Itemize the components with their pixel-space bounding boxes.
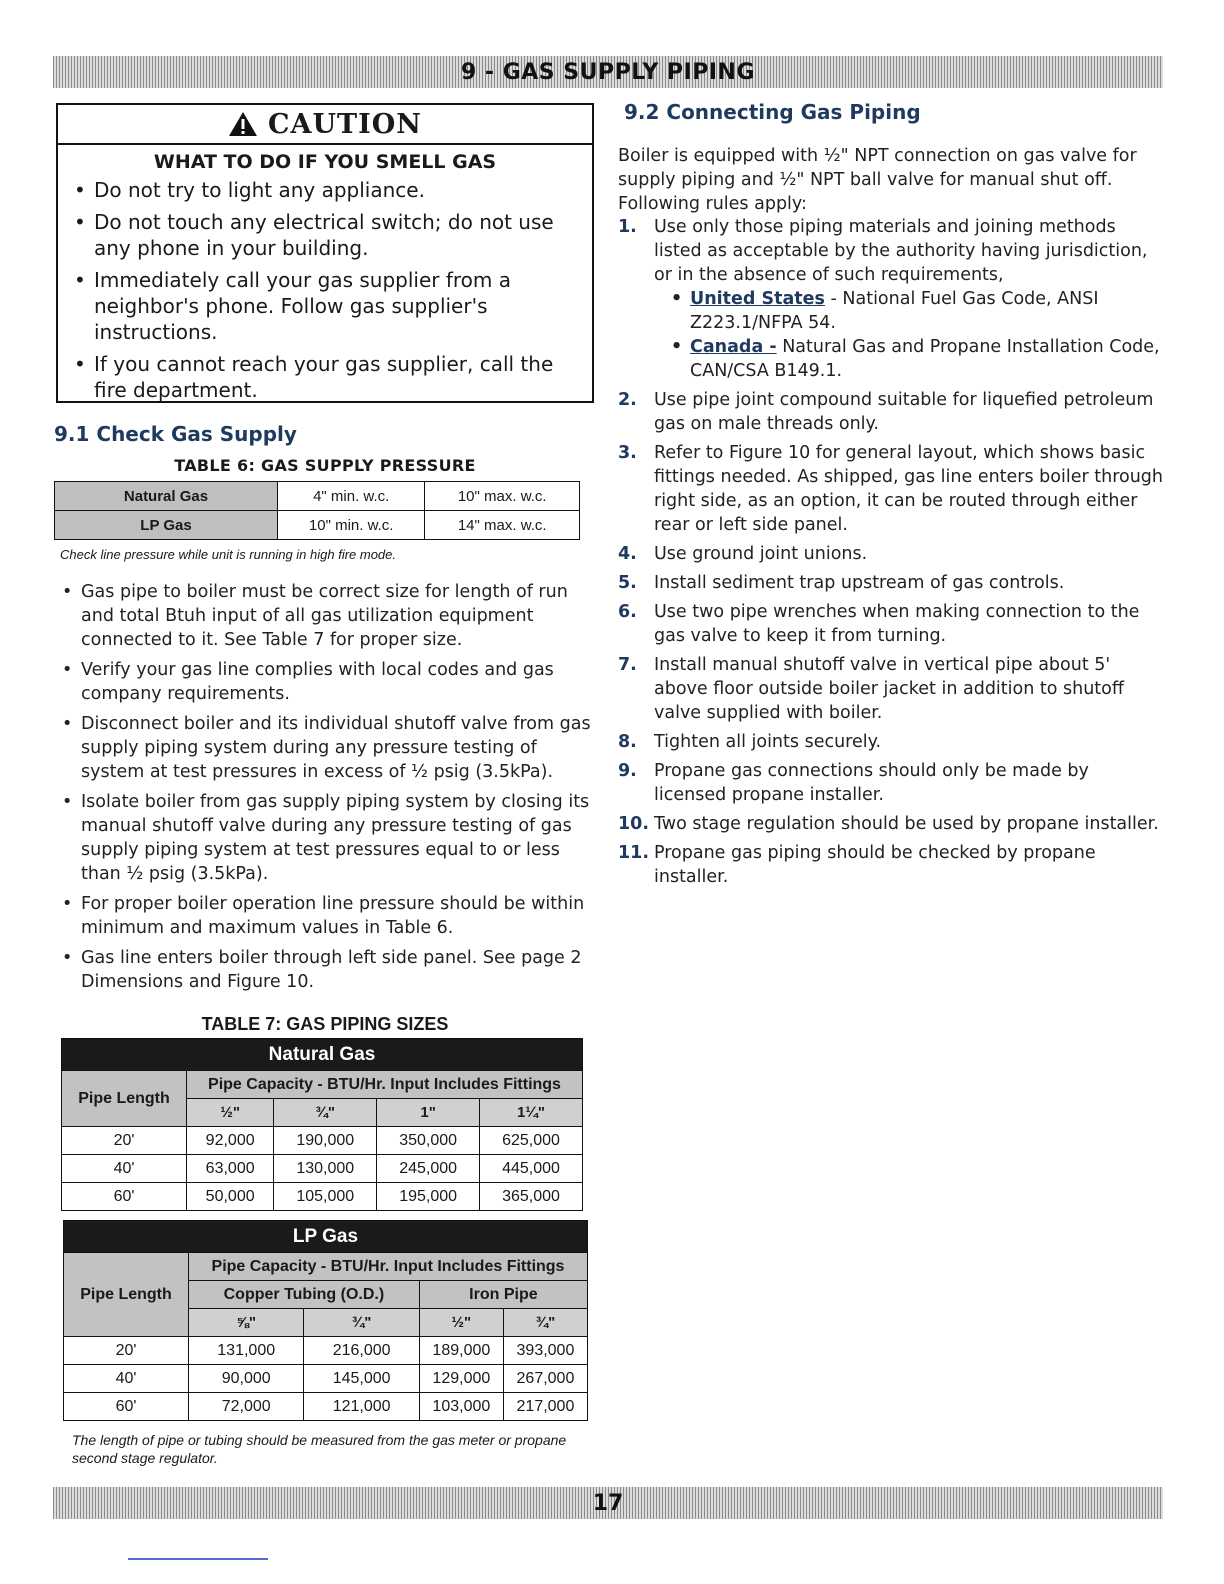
table-cell-min: 4" min. w.c. — [278, 482, 425, 511]
table-cell: 90,000 — [189, 1365, 304, 1393]
size-header: ⅝" — [189, 1309, 304, 1337]
step-text: Use two pipe wrenches when making connection to the gas valve to keep it from turning. — [654, 602, 1140, 646]
size-header: ¾" — [304, 1309, 419, 1337]
step-number: 1. — [618, 217, 637, 237]
step-text: Use ground joint unions. — [654, 544, 868, 564]
table-cell: 92,000 — [187, 1127, 274, 1155]
table-cell: 190,000 — [274, 1127, 377, 1155]
table-cell: 445,000 — [480, 1155, 583, 1183]
size-header: ¾" — [503, 1309, 587, 1337]
caution-subtitle: WHAT TO DO IF YOU SMELL GAS — [153, 151, 497, 173]
table-cell: 216,000 — [304, 1337, 419, 1365]
table-cell: 625,000 — [480, 1127, 583, 1155]
step-text: Use pipe joint compound suitable for liquefied petroleum gas on male threads only. — [654, 390, 1154, 434]
table-cell-max: 10" max. w.c. — [425, 482, 580, 511]
step-number: 3. — [618, 443, 637, 463]
sub-item — [654, 335, 1166, 383]
section-title: 9 - GAS SUPPLY PIPING — [460, 59, 756, 85]
table-cell: 267,000 — [503, 1365, 587, 1393]
gas-supply-pressure-table — [54, 481, 580, 540]
table-cell: 195,000 — [377, 1183, 480, 1211]
page-footer-band — [53, 1487, 1163, 1519]
warning-icon — [228, 111, 258, 137]
table-row — [64, 1393, 588, 1421]
sub-item-text: - National Fuel Gas Code, ANSI Z223.1/NFPA 54. — [690, 289, 1099, 333]
list-item — [618, 600, 1166, 648]
table-row — [62, 1127, 583, 1155]
table-cell: 50,000 — [187, 1183, 274, 1211]
table-row — [64, 1221, 588, 1253]
step-number: 2. — [618, 390, 637, 410]
list-item: • Isolate boiler from gas supply piping system by closing its manual shutoff valve during any pressure testing of gas supply piping system at test pressures equal to or less than ½ psig (3.5kPa). — [60, 790, 592, 886]
section-header-band — [53, 56, 1163, 88]
table-row — [64, 1365, 588, 1393]
caution-item: • Do not touch any electrical switch; do not use any phone in your building. — [72, 209, 584, 261]
table-cell: 245,000 — [377, 1155, 480, 1183]
table6-caption: TABLE 6: GAS SUPPLY PRESSURE — [174, 456, 476, 475]
list-item — [618, 759, 1166, 807]
step-number: 6. — [618, 602, 637, 622]
table-row — [64, 1253, 588, 1281]
list-item: • Disconnect boiler and its individual shutoff valve from gas supply piping system during any pressure testing of system at test pressures in excess of ½ psig (3.5kPa). — [60, 712, 592, 784]
code-sublist — [654, 287, 1166, 383]
table-cell-label: LP Gas — [55, 511, 278, 540]
table-cell: 60' — [62, 1183, 187, 1211]
lp-gas-piping-table — [63, 1220, 588, 1421]
caution-item: • Immediately call your gas supplier from a neighbor's phone. Follow gas supplier's instructions. — [72, 267, 584, 345]
caution-title-bar — [58, 105, 592, 145]
caution-item: • If you cannot reach your gas supplier, call the fire department. — [72, 351, 584, 403]
table-cell: 217,000 — [503, 1393, 587, 1421]
table-cell: 20' — [62, 1127, 187, 1155]
table-cell: 189,000 — [419, 1337, 503, 1365]
list-item — [618, 542, 1166, 566]
sub-item — [654, 287, 1166, 335]
table-cell: 103,000 — [419, 1393, 503, 1421]
step-number: 4. — [618, 544, 637, 564]
sub-item-text: Natural Gas and Propane Installation Code, CAN/CSA B149.1. — [690, 337, 1160, 381]
list-item — [618, 730, 1166, 754]
size-header: ½" — [187, 1099, 274, 1127]
step-number: 8. — [618, 732, 637, 752]
table-cell: 145,000 — [304, 1365, 419, 1393]
table-cell: 72,000 — [189, 1393, 304, 1421]
lp-gas-title: LP Gas — [64, 1221, 588, 1253]
step-number: 5. — [618, 573, 637, 593]
table-cell-max: 14" max. w.c. — [425, 511, 580, 540]
table-cell: 365,000 — [480, 1183, 583, 1211]
list-item: • For proper boiler operation line pressure should be within minimum and maximum values in Table 6. — [60, 892, 592, 940]
table-cell: 393,000 — [503, 1337, 587, 1365]
heading-connecting-gas-piping: 9.2 Connecting Gas Piping — [624, 100, 921, 124]
table7-note: The length of pipe or tubing should be measured from the gas meter or propane second stage regulator. — [72, 1432, 567, 1466]
heading-check-gas-supply: 9.1 Check Gas Supply — [54, 422, 297, 446]
step-text: Install sediment trap upstream of gas controls. — [654, 573, 1065, 593]
table-cell: 350,000 — [377, 1127, 480, 1155]
size-header: ¾" — [274, 1099, 377, 1127]
list-item: • Gas line enters boiler through left side panel. See page 2 Dimensions and Figure 10. — [60, 946, 592, 994]
pipe-length-header: Pipe Length — [62, 1071, 187, 1127]
page-number: 17 — [592, 1490, 624, 1516]
table-cell: 40' — [64, 1365, 189, 1393]
caution-title: CAUTION — [268, 108, 422, 140]
table-cell: 20' — [64, 1337, 189, 1365]
step-text: Propane gas piping should be checked by propane installer. — [654, 843, 1096, 887]
table-cell: 129,000 — [419, 1365, 503, 1393]
pipe-length-header: Pipe Length — [64, 1253, 189, 1337]
list-item — [618, 571, 1166, 595]
copper-tubing-header: Copper Tubing (O.D.) — [189, 1281, 420, 1309]
table-row — [64, 1337, 588, 1365]
list-item: • Verify your gas line complies with local codes and gas company requirements. — [60, 658, 592, 706]
iron-pipe-header: Iron Pipe — [419, 1281, 587, 1309]
step-text: Tighten all joints securely. — [654, 732, 882, 752]
size-header: 1¼" — [480, 1099, 583, 1127]
step-number: 11. — [618, 843, 650, 863]
step-text: Use only those piping materials and joining methods listed as acceptable by the authority having jurisdiction, or in the absence of such requirements, — [654, 217, 1148, 285]
capacity-header: Pipe Capacity - BTU/Hr. Input Includes Fittings — [189, 1253, 588, 1281]
table-row — [55, 482, 580, 511]
list-item — [618, 441, 1166, 537]
table-row — [55, 511, 580, 540]
caution-box — [56, 103, 594, 403]
link-canada[interactable]: Canada - — [690, 337, 777, 357]
table-cell: 131,000 — [189, 1337, 304, 1365]
table6-note: Check line pressure while unit is running in high fire mode. — [60, 547, 397, 562]
step-text: Two stage regulation should be used by propane installer. — [654, 814, 1159, 834]
connecting-steps-list — [618, 215, 1166, 894]
table-row — [62, 1155, 583, 1183]
list-item — [618, 812, 1166, 836]
table-cell: 60' — [64, 1393, 189, 1421]
table-row — [62, 1071, 583, 1099]
caution-item: • Do not try to light any appliance. — [72, 177, 584, 203]
connecting-intro: Boiler is equipped with ½" NPT connection on gas valve for supply piping and ½" NPT ball valve for manual shut off. Following rules apply: — [618, 146, 1137, 214]
table-row — [62, 1039, 583, 1071]
step-number: 10. — [618, 814, 650, 834]
step-text: Propane gas connections should only be made by licensed propane installer. — [654, 761, 1089, 805]
list-item — [618, 841, 1166, 889]
natural-gas-title: Natural Gas — [62, 1039, 583, 1071]
table7-caption: TABLE 7: GAS PIPING SIZES — [201, 1014, 449, 1034]
table-cell-min: 10" min. w.c. — [278, 511, 425, 540]
step-number: 7. — [618, 655, 637, 675]
size-header: ½" — [419, 1309, 503, 1337]
table-cell: 105,000 — [274, 1183, 377, 1211]
table-cell-label: Natural Gas — [55, 482, 278, 511]
step-text: Install manual shutoff valve in vertical pipe about 5' above floor outside boiler jacket in addition to shutoff valve supplied with boiler. — [654, 655, 1124, 723]
size-header: 1" — [377, 1099, 480, 1127]
list-item — [618, 388, 1166, 436]
table-cell: 63,000 — [187, 1155, 274, 1183]
natural-gas-piping-table — [61, 1038, 583, 1211]
capacity-header: Pipe Capacity - BTU/Hr. Input Includes Fittings — [187, 1071, 583, 1099]
check-gas-supply-list — [60, 580, 592, 1000]
step-text: Refer to Figure 10 for general layout, which shows basic fittings needed. As shipped, gas line enters boiler through right side, as an option, it can be routed through either rear or left side panel. — [654, 443, 1164, 535]
link-united-states[interactable]: United States — [690, 289, 825, 309]
list-item — [618, 215, 1166, 383]
table-cell: 130,000 — [274, 1155, 377, 1183]
divider-line — [128, 1558, 268, 1560]
list-item: • Gas pipe to boiler must be correct size for length of run and total Btuh input of all gas utilization equipment connected to it. See Table 7 for proper size. — [60, 580, 592, 652]
table-cell: 40' — [62, 1155, 187, 1183]
table-cell: 121,000 — [304, 1393, 419, 1421]
caution-list — [58, 177, 592, 403]
list-item — [618, 653, 1166, 725]
table-row — [62, 1183, 583, 1211]
step-number: 9. — [618, 761, 637, 781]
